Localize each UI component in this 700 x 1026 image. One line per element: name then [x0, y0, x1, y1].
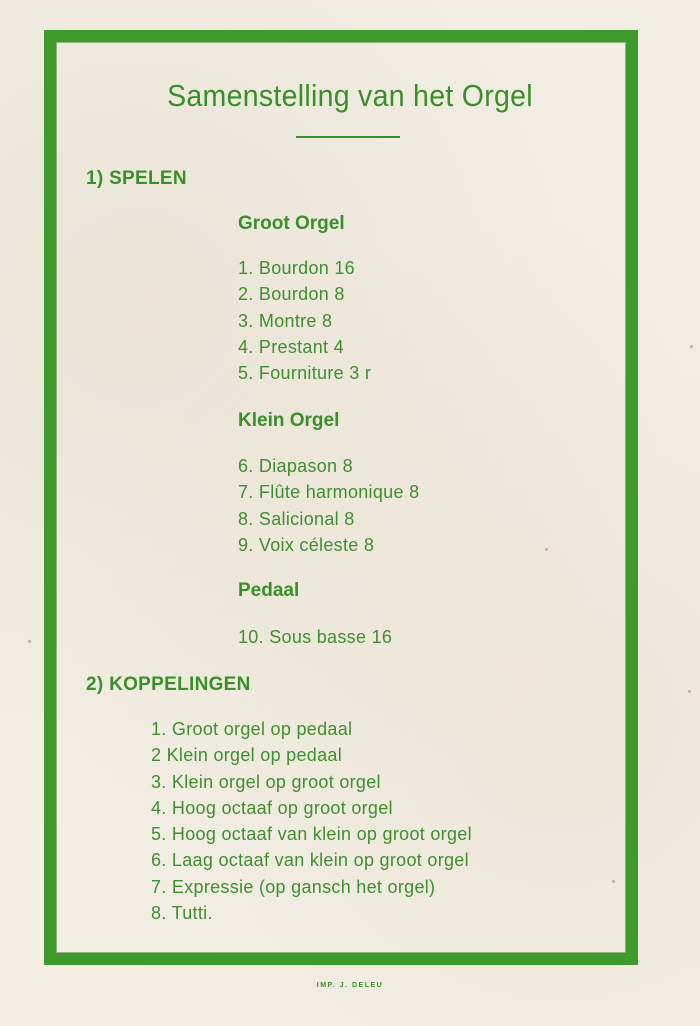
list-item: 10. Sous basse 16 [238, 627, 393, 647]
paper-speck [28, 640, 31, 643]
groot-orgel-list [238, 255, 371, 386]
list-item: 1. Groot orgel op pedaal [151, 719, 353, 739]
pedaal-list [238, 624, 392, 650]
list-item: 4. Hoog octaaf op groot orgel [151, 797, 393, 818]
paper-speck [612, 880, 615, 883]
list-item: 5. Fourniture 3 r [238, 363, 372, 384]
list-item: 6. Diapason 8 [238, 456, 353, 476]
group-heading-pedaal: Pedaal [238, 580, 300, 601]
section-heading-koppelingen: 2) KOPPELINGEN [86, 674, 251, 695]
list-item: 8. Tutti. [151, 903, 213, 924]
list-item: 1. Bourdon 16 [238, 258, 355, 278]
koppelingen-list [151, 716, 472, 926]
list-item: 2 Klein orgel op pedaal [151, 745, 343, 766]
section-heading-spelen: 1) SPELEN [86, 168, 187, 189]
page-title: Samenstelling van het Orgel [167, 78, 533, 113]
list-item: 3. Klein orgel op groot orgel [151, 771, 381, 792]
list-item: 3. Montre 8 [238, 310, 333, 331]
list-item: 8. Salicional 8 [238, 508, 355, 529]
list-item: 6. Laag octaaf van klein op groot orgel [151, 850, 469, 871]
list-item: 9. Voix céleste 8 [238, 534, 375, 555]
klein-orgel-list [238, 453, 419, 558]
list-item: 7. Expressie (op gansch het orgel) [151, 876, 436, 897]
group-heading-groot-orgel: Groot Orgel [238, 213, 345, 234]
printer-imprint: IMP. J. DELEU [316, 982, 384, 989]
list-item: 2. Bourdon 8 [238, 284, 345, 305]
group-heading-klein-orgel: Klein Orgel [238, 410, 340, 431]
paper-speck [545, 548, 548, 551]
list-item: 5. Hoog octaaf van klein op groot orgel [151, 824, 472, 845]
paper-speck [690, 345, 693, 348]
list-item: 4. Prestant 4 [238, 336, 344, 357]
paper-speck [688, 690, 691, 693]
list-item: 7. Flûte harmonique 8 [238, 482, 420, 503]
title-underline [296, 136, 400, 138]
